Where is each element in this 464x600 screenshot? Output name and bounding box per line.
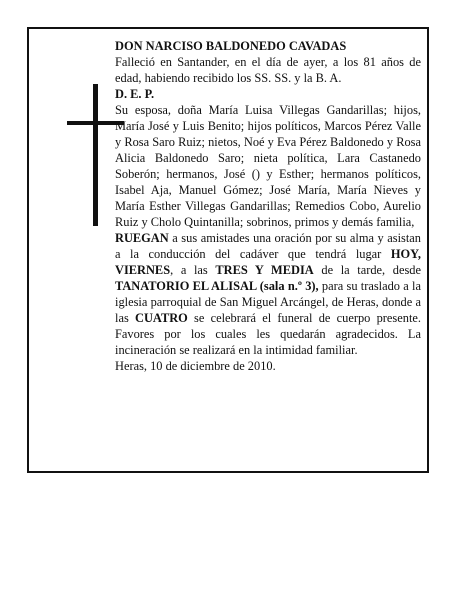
cross-icon (93, 84, 98, 226)
ceremony-day: HOY, VIERNES (115, 247, 421, 277)
death-intro: Falleció en Santander, en el día de ayer, a los 81 años de edad, habiendo recibido los SS. SS. y la B. A. (115, 55, 421, 85)
funeral-time: CUATRO (135, 311, 188, 325)
deceased-name: DON NARCISO BALDONEDO CAVADAS (115, 39, 347, 53)
ceremony-time: TRES Y MEDIA (215, 263, 314, 277)
ruegan-word: RUEGAN (115, 231, 169, 245)
obituary-text (115, 38, 421, 374)
ceremony-place: TANATORIO EL ALISAL (sala n.º 3), (115, 279, 319, 293)
dep-line: D. E. P. (115, 87, 155, 101)
date-line: Heras, 10 de diciembre de 2010. (115, 359, 276, 373)
family-list: Su esposa, doña María Luisa Villegas Gandarillas; hijos, María José y Luis Benito; hijos políticos, Marcos Pérez Valle y Rosa Saro Ruiz; nietos, Noé y Eva Pérez Baldonedo y Rosa Alicia Baldonedo Saro; nieta política, Lara Castanedo Soberón; hermanos, José () y Esther; hermanos políticos, Isabel Aja, Manuel Gómez; José María, María Nieves y María Esther Villegas Gandarillas; Remedios Cobo, Aurelio Ruiz y Cholo Quintanilla; sobrinos, primos y demás familia, (115, 103, 421, 229)
ceremony-details: RUEGAN a sus amistades una oración por su alma y asistan a la conducción del cadáver que tendrá lugar HOY, VIERNES, a las TRES Y MEDIA de la tarde, desde TANATORIO EL ALISAL (sala n.º 3), para su traslado a la iglesia parroquial de San Miguel Arcángel, de Heras, donde a las CUATRO se celebrará el funeral de cuerpo presente. Favores por los cuales les quedarán agradecidos. La incineración se realizará en la intimidad familiar. (115, 231, 421, 357)
